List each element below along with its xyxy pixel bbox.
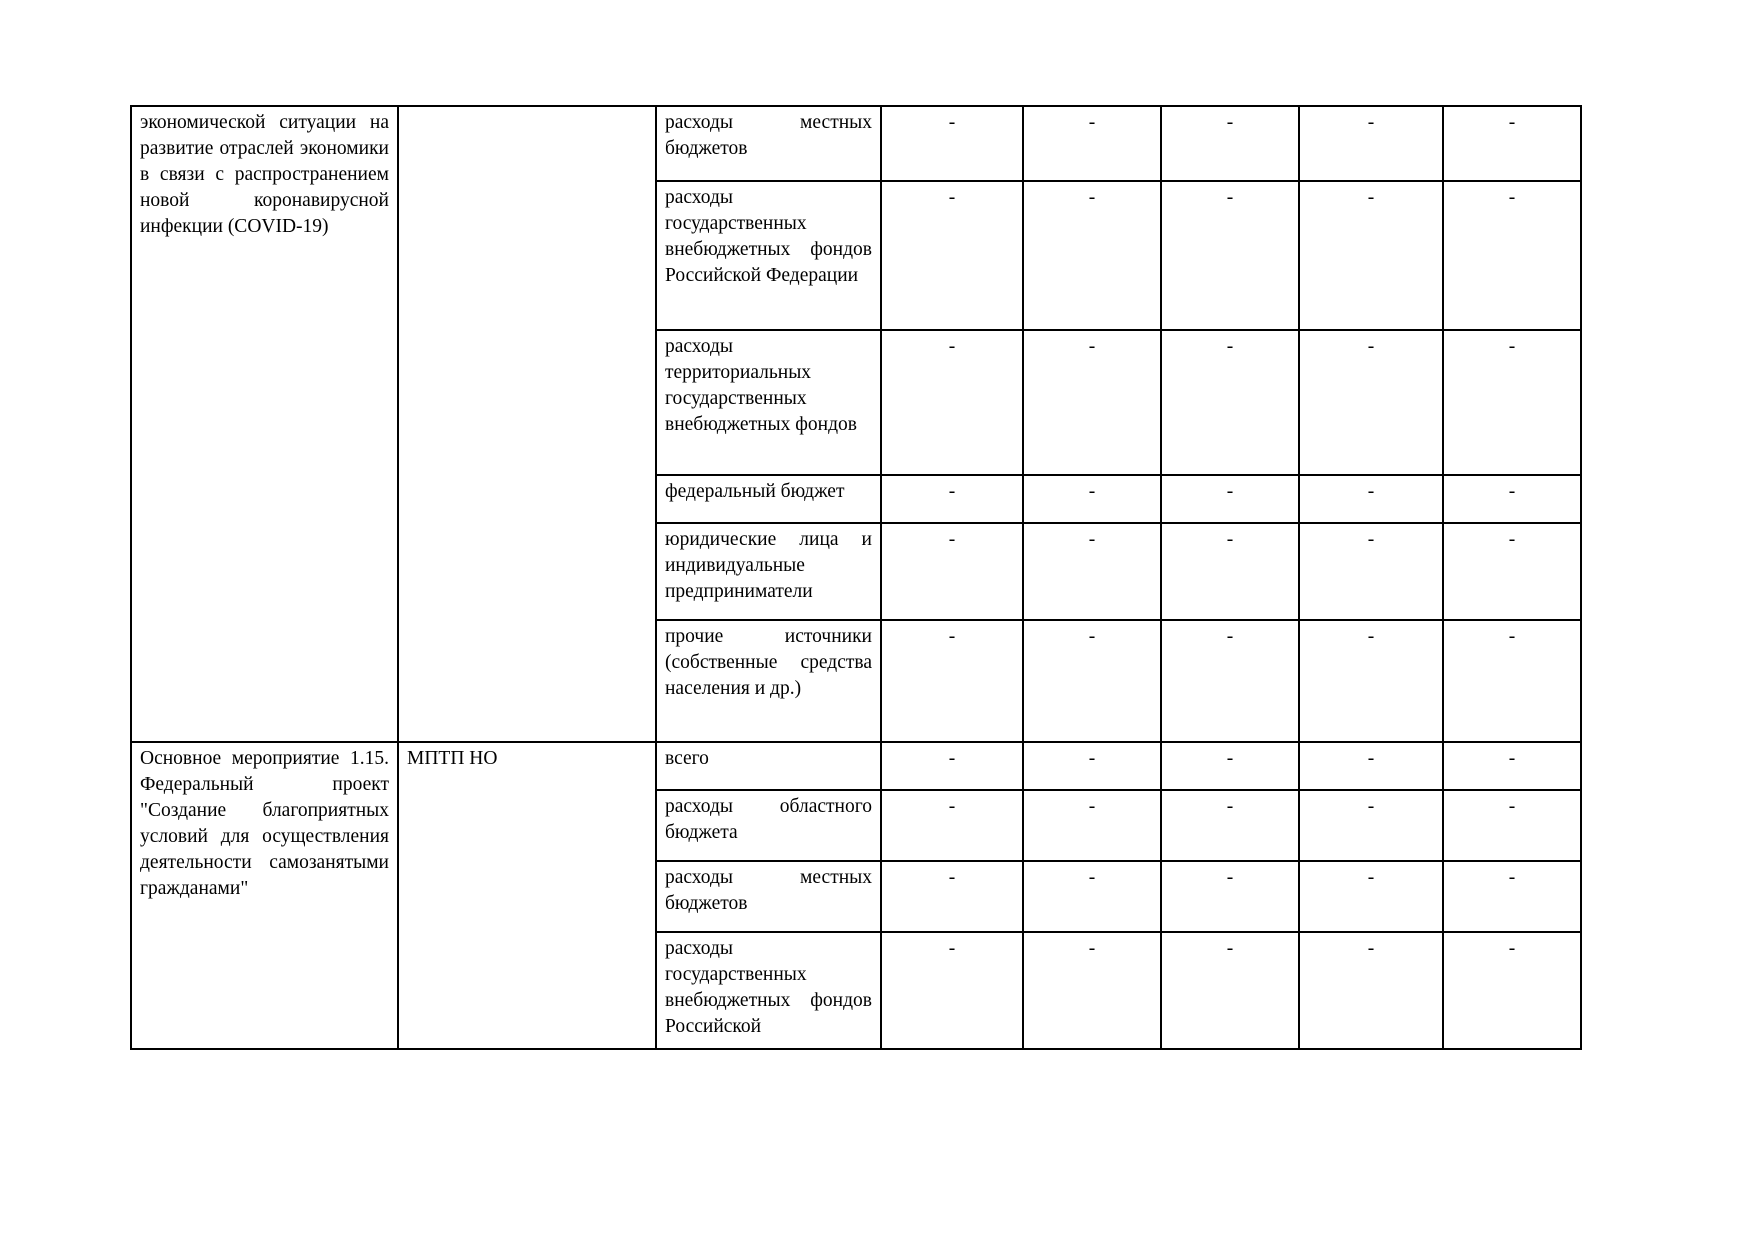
value-cell: - [1023,861,1161,932]
value-cell: - [881,932,1023,1049]
value-cell: - [1161,861,1299,932]
value-cell: - [1299,523,1443,620]
value-cell: - [1299,106,1443,181]
value-cell: - [1443,475,1581,523]
value-cell: - [1161,742,1299,790]
value-cell: - [1161,790,1299,861]
value-cell: - [1023,790,1161,861]
funding-source-label: юридические лица и индивидуальные предприниматели [656,523,881,620]
executor-cell [398,106,656,742]
value-cell: - [1299,475,1443,523]
funding-source-label: прочие источники (собственные средства населения и др.) [656,620,881,742]
value-cell: - [1023,475,1161,523]
value-cell: - [1161,330,1299,475]
value-cell: - [1023,742,1161,790]
value-cell: - [881,742,1023,790]
funding-source-label: расходы территориальных государственных внебюджетных фондов [656,330,881,475]
value-cell: - [1023,523,1161,620]
value-cell: - [1161,620,1299,742]
measure-description: экономической ситуации на развитие отраслей экономики в связи с распространением новой коронавирусной инфекции (COVID-19) [131,106,398,742]
value-cell: - [1161,181,1299,330]
value-cell: - [1023,932,1161,1049]
funding-source-label: федеральный бюджет [656,475,881,523]
value-cell: - [1299,932,1443,1049]
value-cell: - [1299,790,1443,861]
funding-source-label: расходы местных бюджетов [656,106,881,181]
value-cell: - [1023,620,1161,742]
table-row [131,106,1581,181]
value-cell: - [881,523,1023,620]
table-row [131,742,1581,790]
funding-source-label: всего [656,742,881,790]
value-cell: - [1443,620,1581,742]
budget-table [130,105,1582,1050]
value-cell: - [881,106,1023,181]
executor-cell: МПТП НО [398,742,656,1049]
value-cell: - [1443,932,1581,1049]
value-cell: - [1161,475,1299,523]
value-cell: - [1161,932,1299,1049]
value-cell: - [1443,861,1581,932]
value-cell: - [1023,181,1161,330]
value-cell: - [881,181,1023,330]
value-cell: - [1299,620,1443,742]
value-cell: - [881,861,1023,932]
value-cell: - [1299,330,1443,475]
value-cell: - [1299,181,1443,330]
value-cell: - [1443,790,1581,861]
value-cell: - [1023,106,1161,181]
value-cell: - [1443,330,1581,475]
funding-source-label: расходы государственных внебюджетных фондов Российской [656,932,881,1049]
funding-source-label: расходы областного бюджета [656,790,881,861]
value-cell: - [1023,330,1161,475]
measure-description: Основное мероприятие 1.15. Федеральный проект "Создание благоприятных условий для осуществления деятельности самозанятыми гражданами" [131,742,398,1049]
value-cell: - [881,330,1023,475]
funding-source-label: расходы местных бюджетов [656,861,881,932]
funding-source-label: расходы государственных внебюджетных фондов Российской Федерации [656,181,881,330]
value-cell: - [881,475,1023,523]
value-cell: - [1443,523,1581,620]
value-cell: - [881,790,1023,861]
value-cell: - [1299,742,1443,790]
value-cell: - [1443,742,1581,790]
value-cell: - [1443,106,1581,181]
value-cell: - [1161,523,1299,620]
value-cell: - [1161,106,1299,181]
value-cell: - [1443,181,1581,330]
value-cell: - [881,620,1023,742]
value-cell: - [1299,861,1443,932]
